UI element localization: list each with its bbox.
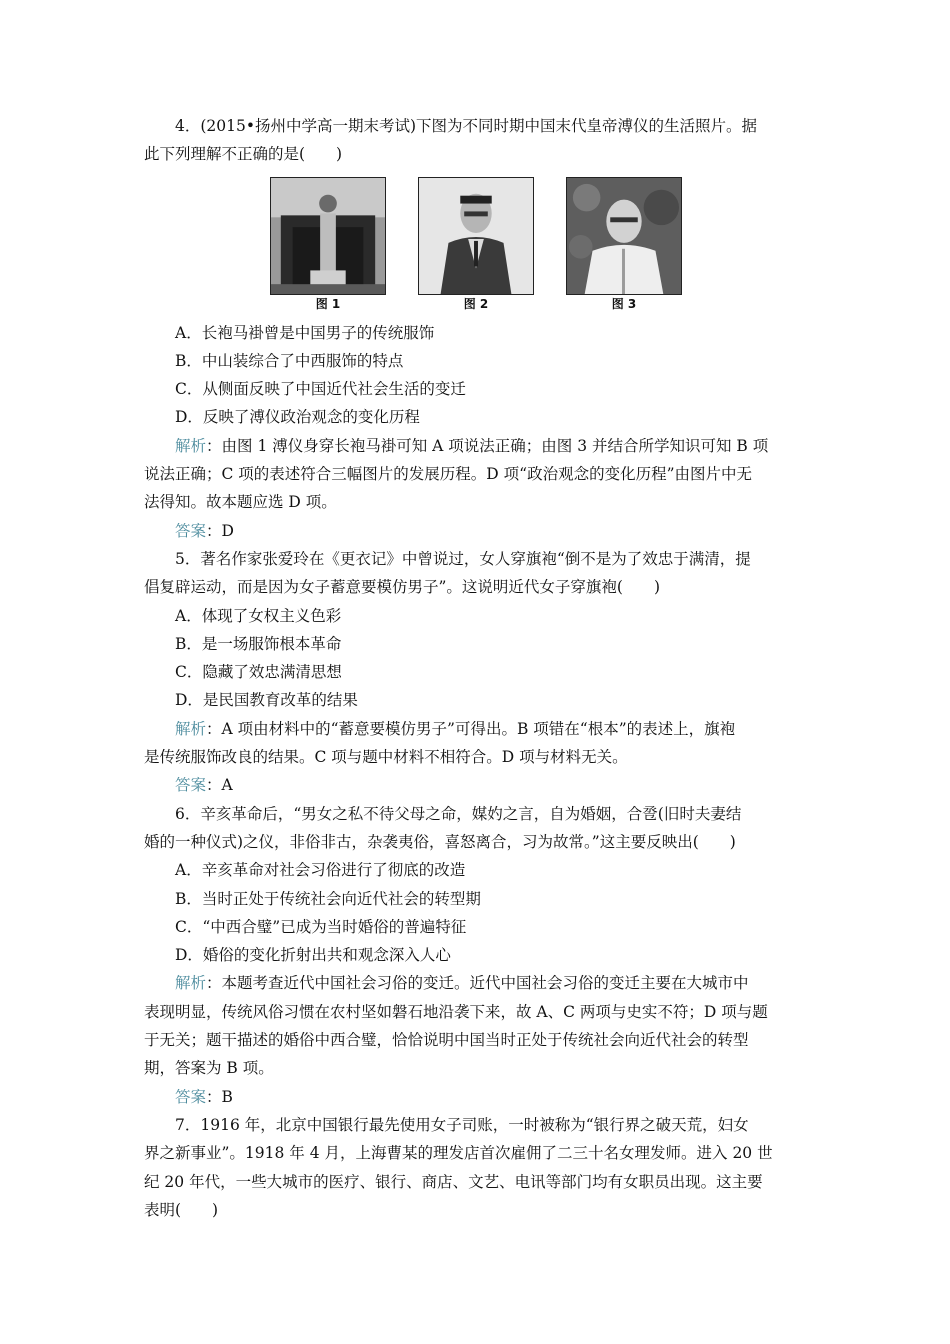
answer-value: ：A <box>206 776 233 795</box>
q4-figures <box>144 177 808 313</box>
q5-option-c: C．隐藏了效忠满清思想 <box>175 663 342 682</box>
answer-label: 答案 <box>175 1087 207 1106</box>
q4-option-d: D．反映了溥仪政治观念的变化历程 <box>175 408 420 427</box>
analysis-label: 解析 <box>175 974 207 993</box>
q5-stem-line-2: 倡复辟运动，而是因为女子蓄意要模仿男子”。这说明近代女子穿旗袍( ) <box>144 578 661 597</box>
q4-analysis-line-3: 法得知。故本题应选 D 项。 <box>144 493 337 512</box>
q4-stem-line-1: 4．(2015•扬州中学高一期末考试)下图为不同时期中国末代皇帝溥仪的生活照片。据 <box>175 117 758 135</box>
figure-1-caption: 图 1 <box>315 296 341 311</box>
photo-young-man-in-suit <box>418 177 534 295</box>
q4-analysis-line-1 <box>144 432 808 460</box>
q7-stem-line-3: 纪 20 年代，一些大城市的医疗、银行、商店、文艺、电讯等部门均有女职员出现。这主要 <box>144 1172 763 1191</box>
q6-stem-line-1: 6．辛亥革命后，“男女之私不待父母之命，媒妁之言，自为婚姻，合卺(旧时夫妻结 <box>175 804 742 823</box>
document-page <box>144 112 808 1224</box>
q6-analysis-line-1 <box>144 969 808 997</box>
q4-option-a: A．长袍马褂曾是中国男子的传统服饰 <box>175 323 435 342</box>
q5-analysis-line-1 <box>144 715 808 743</box>
q4-answer <box>144 517 808 545</box>
answer-value: ：B <box>206 1087 233 1106</box>
q5-analysis-line-2: 是传统服饰改良的结果。C 项与题中材料不相符合。D 项与材料无关。 <box>144 748 628 767</box>
question-7 <box>144 1111 808 1224</box>
q4-stem-line-2: 此下列理解不正确的是( ) <box>144 145 343 164</box>
q5-answer <box>144 771 808 799</box>
q6-analysis-line-3: 于无关；题干描述的婚俗中西合璧，恰恰说明中国当时正处于传统社会向近代社会的转型 <box>144 1031 749 1050</box>
question-5 <box>144 545 808 800</box>
analysis-text: ：由图 1 溥仪身穿长袍马褂可知 A 项说法正确；由图 3 并结合所学知识可知 B 项 <box>206 436 769 455</box>
figure-2-caption: 图 2 <box>463 296 489 311</box>
q6-answer <box>144 1083 808 1111</box>
q4-option-c: C．从侧面反映了中国近代社会生活的变迁 <box>175 380 466 399</box>
q6-option-d: D．婚俗的变化折射出共和观念深入人心 <box>175 946 451 965</box>
q7-stem-line-1: 7．1916 年，北京中国银行最先使用女子司账，一时被称为“银行界之破天荒，妇女 <box>175 1115 749 1134</box>
q4-analysis-line-2: 说法正确；C 项的表述符合三幅图片的发展历程。D 项“政治观念的变化历程”由图片中无 <box>144 465 752 484</box>
q6-stem-line-2: 婚的一种仪式)之仪，非俗非古，杂袭夷俗，喜怒离合，习为故常。”这主要反映出( ) <box>144 832 736 851</box>
figure-3 <box>566 177 682 313</box>
q5-option-d: D．是民国教育改革的结果 <box>175 691 358 710</box>
q6-analysis-line-4: 期，答案为 B 项。 <box>144 1059 274 1078</box>
analysis-text: ：A 项由材料中的“蓄意要模仿男子”可得出。B 项错在“根本”的表述上，旗袍 <box>206 719 736 738</box>
q6-option-b: B．当时正处于传统社会向近代社会的转型期 <box>175 889 481 908</box>
question-6 <box>144 800 808 1111</box>
analysis-label: 解析 <box>175 436 207 455</box>
answer-label: 答案 <box>175 776 207 795</box>
photo-older-man-in-zhongshan-suit <box>566 177 682 295</box>
answer-label: 答案 <box>175 521 207 540</box>
analysis-text: ：本题考查近代中国社会习俗的变迁。近代中国社会习俗的变迁主要在大城市中 <box>206 974 749 993</box>
q7-stem-line-2: 界之新事业”。1918 年 4 月，上海曹某的理发店首次雇佣了二三十名女理发师。进入 20 世 <box>144 1144 773 1163</box>
analysis-label: 解析 <box>175 719 207 738</box>
q5-option-b: B．是一场服饰根本革命 <box>175 634 342 653</box>
q4-option-b: B．中山装综合了中西服饰的特点 <box>175 351 404 370</box>
question-4 <box>144 112 808 545</box>
figure-3-caption: 图 3 <box>611 296 637 311</box>
q6-option-c: C．“中西合璧”已成为当时婚俗的普遍特征 <box>175 917 467 936</box>
q7-stem-line-4: 表明( ) <box>144 1200 219 1219</box>
q6-option-a: A．辛亥革命对社会习俗进行了彻底的改造 <box>175 861 466 880</box>
q5-stem-line-1: 5．著名作家张爱玲在《更衣记》中曾说过，女人穿旗袍“倒不是为了效忠于满清，提 <box>175 549 751 568</box>
figure-1 <box>270 177 386 313</box>
q5-option-a: A．体现了女权主义色彩 <box>175 606 342 625</box>
figure-2 <box>418 177 534 313</box>
answer-value: ：D <box>206 521 234 540</box>
photo-emperor-in-robe <box>270 177 386 295</box>
q6-analysis-line-2: 表现明显，传统风俗习惯在农村坚如磐石地沿袭下来，故 A、C 两项与史实不符；D 项与题 <box>144 1002 768 1021</box>
